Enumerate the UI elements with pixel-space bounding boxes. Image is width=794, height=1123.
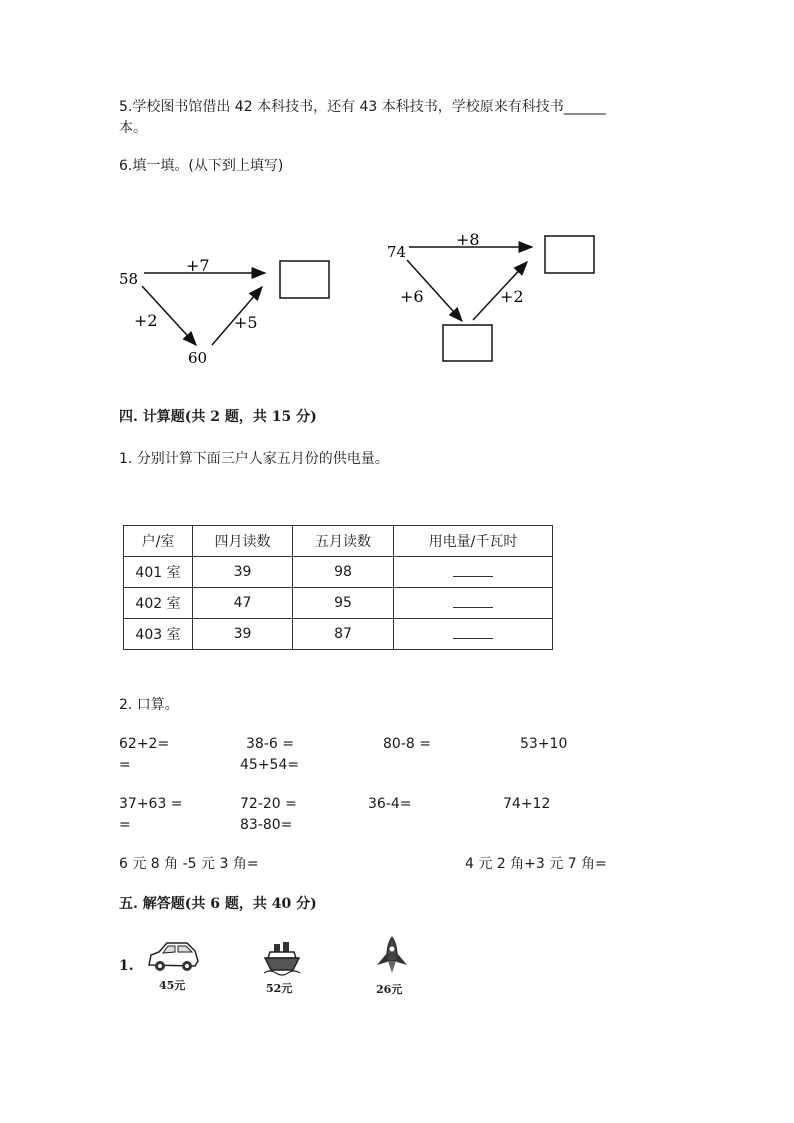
table-header: 户/室	[124, 526, 193, 557]
calc-item: 74+12	[503, 796, 551, 812]
section5-q1-number: 1.	[119, 958, 134, 974]
usage-table	[123, 525, 553, 650]
d1-start: 58	[119, 270, 139, 288]
table-cell: 402 室	[124, 588, 193, 619]
q5-line1: 5.学校图书馆借出 42 本科技书，还有 43 本科技书，学校原来有科技书______	[119, 99, 606, 115]
d2-start: 74	[387, 243, 407, 261]
rocket-icon	[372, 935, 412, 977]
table-cell: 95	[293, 588, 394, 619]
table-cell: 87	[293, 619, 394, 650]
d2-left-label: +6	[400, 287, 424, 306]
calc-item: 72-20 =	[240, 796, 297, 812]
car-price: 45元	[159, 979, 186, 992]
calc-item: 62+2=	[119, 736, 170, 752]
table-row	[124, 619, 553, 650]
toy-ship	[262, 938, 302, 995]
ship-icon	[262, 938, 302, 976]
d1-left-label: +2	[134, 311, 158, 330]
q6-diagrams	[100, 220, 620, 380]
calc-item: 37+63 =	[119, 796, 183, 812]
d2-answer-box-bottom[interactable]	[443, 325, 492, 361]
calc-item: 53+10	[520, 736, 568, 752]
diagram-1	[119, 256, 329, 367]
answer-blank[interactable]	[394, 557, 553, 588]
d2-answer-box-top[interactable]	[545, 236, 594, 273]
q5-line2: 本。	[119, 120, 147, 136]
d2-right-label: +2	[500, 287, 524, 306]
d2-top-label: +8	[456, 230, 480, 249]
table-row	[124, 557, 553, 588]
section4-q1: 1. 分别计算下面三户人家五月份的供电量。	[119, 451, 389, 467]
rocket-price: 26元	[376, 983, 403, 996]
table-cell: 403 室	[124, 619, 193, 650]
d1-right-label: +5	[234, 313, 258, 332]
table-row	[124, 588, 553, 619]
answer-blank[interactable]	[394, 619, 553, 650]
table-header-row	[124, 526, 553, 557]
calc-item: 83-80=	[240, 817, 293, 833]
ship-price: 52元	[266, 982, 293, 995]
table-cell: 401 室	[124, 557, 193, 588]
section5-title: 五. 解答题(共 6 题，共 40 分)	[119, 896, 317, 912]
toy-rocket	[372, 935, 412, 996]
calc-item: =	[119, 757, 131, 773]
toy-car	[145, 935, 201, 992]
calc-item: 38-6 =	[246, 736, 294, 752]
d1-bottom: 60	[188, 349, 208, 367]
table-header: 五月读数	[293, 526, 394, 557]
car-icon	[145, 935, 201, 975]
calc-item: 6 元 8 角 -5 元 3 角=	[119, 856, 259, 872]
calc-item: 4 元 2 角+3 元 7 角=	[465, 856, 607, 872]
diagram-2	[387, 230, 594, 361]
calc-item: 45+54=	[240, 757, 300, 773]
table-cell: 39	[193, 619, 293, 650]
table-cell: 47	[193, 588, 293, 619]
section4-title: 四. 计算题(共 2 题，共 15 分)	[119, 409, 317, 425]
answer-blank[interactable]	[394, 588, 553, 619]
d1-answer-box[interactable]	[280, 261, 329, 298]
calc-item: 36-4=	[368, 796, 412, 812]
calc-item: =	[119, 817, 131, 833]
table-cell: 39	[193, 557, 293, 588]
table-header: 四月读数	[193, 526, 293, 557]
d1-top-label: +7	[186, 256, 210, 275]
calc-item: 80-8 =	[383, 736, 431, 752]
q6-text: 6.填一填。(从下到上填写)	[119, 158, 284, 174]
table-header: 用电量/千瓦时	[394, 526, 553, 557]
section4-q2: 2. 口算。	[119, 697, 179, 713]
table-cell: 98	[293, 557, 394, 588]
